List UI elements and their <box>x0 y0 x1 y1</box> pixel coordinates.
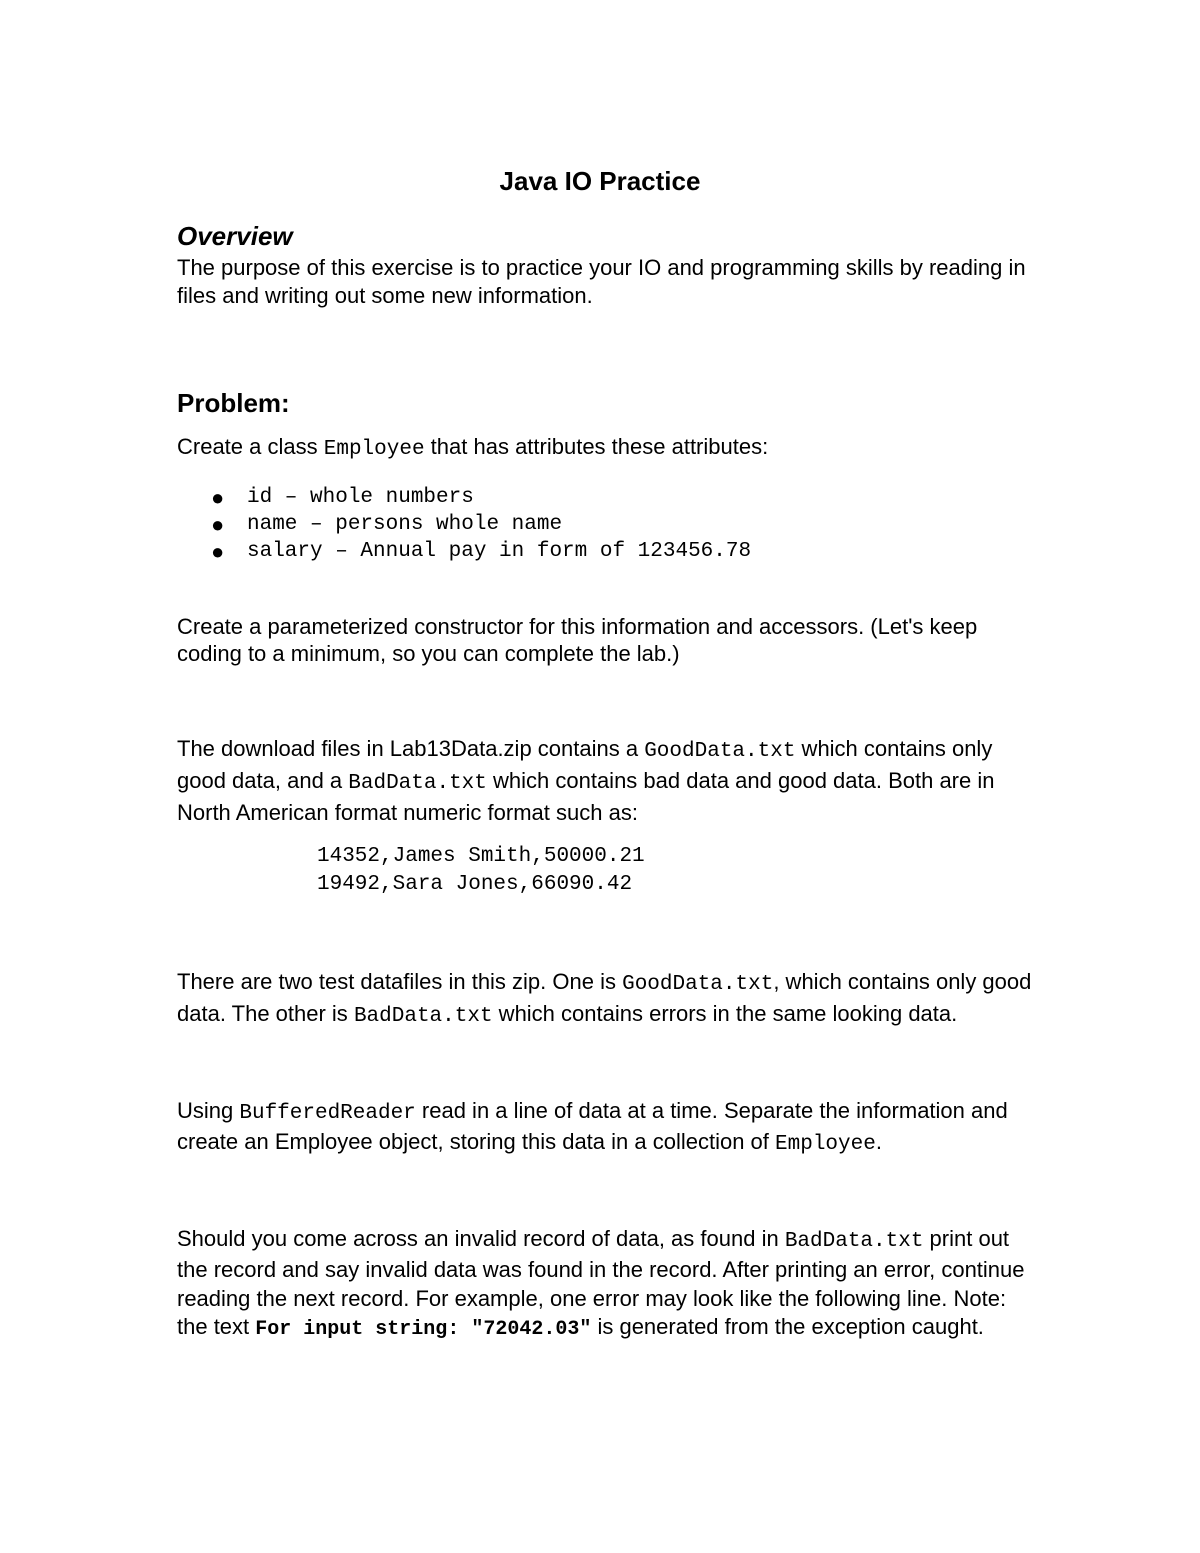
attribute-id: id – whole numbers <box>247 485 474 509</box>
bullet-icon: ● <box>211 538 225 564</box>
download-paragraph <box>177 734 1037 827</box>
reader-text-2: read in a line of data at a time. Separate the information and create an Employee object, storing this data in a collection of <box>177 1097 1008 1154</box>
download-bad-file: BadData.txt <box>348 771 487 795</box>
list-item <box>177 484 1037 511</box>
problem-intro-paragraph <box>177 433 1037 464</box>
testfiles-good-file: GoodData.txt <box>622 972 774 996</box>
list-item <box>177 538 1037 565</box>
attribute-list <box>177 484 1037 565</box>
reader-collection-type: Employee <box>775 1132 876 1156</box>
download-text-1: The download files in Lab13Data.zip contains a <box>177 735 645 761</box>
invalid-text-2: print out the record and say invalid data was found in the record. After printing an error, continue reading the next record. For example, one error may look like the following line. Note: the text <box>177 1225 1025 1339</box>
reader-class-name: BufferedReader <box>239 1101 416 1125</box>
invalid-example-code: For input string: "72042.03" <box>255 1318 592 1341</box>
download-text-2: which contains only good data, and a <box>177 735 993 793</box>
testfiles-text-3: which contains errors in the same looking data. <box>492 1000 958 1026</box>
reader-text-1: Using <box>177 1097 240 1123</box>
download-text-3: which contains bad data and good data. Both are in North American format numeric format such as: <box>177 767 995 825</box>
bullet-icon: ● <box>211 511 225 537</box>
attribute-name: name – persons whole name <box>247 512 563 536</box>
intro-text-after: that has attributes these attributes: <box>424 434 769 459</box>
testfiles-text-2: , which contains only good data. The other is <box>177 968 1032 1026</box>
invalid-bad-file: BadData.txt <box>784 1229 924 1253</box>
invalid-text-3: is generated from the exception caught. <box>591 1314 984 1339</box>
download-good-file: GoodData.txt <box>644 739 796 763</box>
invalid-paragraph <box>177 1225 1037 1345</box>
reader-paragraph <box>177 1097 1037 1159</box>
testfiles-paragraph <box>177 967 1037 1031</box>
problem-heading: Problem: <box>177 388 290 418</box>
bullet-icon: ● <box>211 484 225 510</box>
intro-text-before: Create a class <box>177 434 324 459</box>
intro-class-name: Employee <box>323 438 425 461</box>
sample-line-2: 19492,Sara Jones,66090.42 <box>317 872 633 896</box>
reader-text-3: . <box>875 1128 882 1154</box>
list-item <box>177 511 1037 538</box>
overview-paragraph: The purpose of this exercise is to practice your IO and programming skills by reading in files and writing out some new information. <box>177 255 1026 308</box>
constructor-paragraph: Create a parameterized constructor for this information and accessors. (Let's keep coding to a minimum, so you can complete the lab.) <box>177 613 978 666</box>
testfiles-bad-file: BadData.txt <box>353 1004 493 1028</box>
testfiles-text-1: There are two test datafiles in this zip. One is <box>177 968 623 994</box>
attribute-salary: salary – Annual pay in form of 123456.78 <box>247 539 752 563</box>
sample-data-block <box>177 843 1037 899</box>
document-body <box>177 220 1037 1345</box>
sample-line-1: 14352,James Smith,50000.21 <box>317 844 645 868</box>
invalid-text-1: Should you come across an invalid record of data, as found in <box>177 1225 785 1251</box>
overview-heading: Overview <box>177 221 293 251</box>
document-title: Java IO Practice <box>499 166 701 196</box>
